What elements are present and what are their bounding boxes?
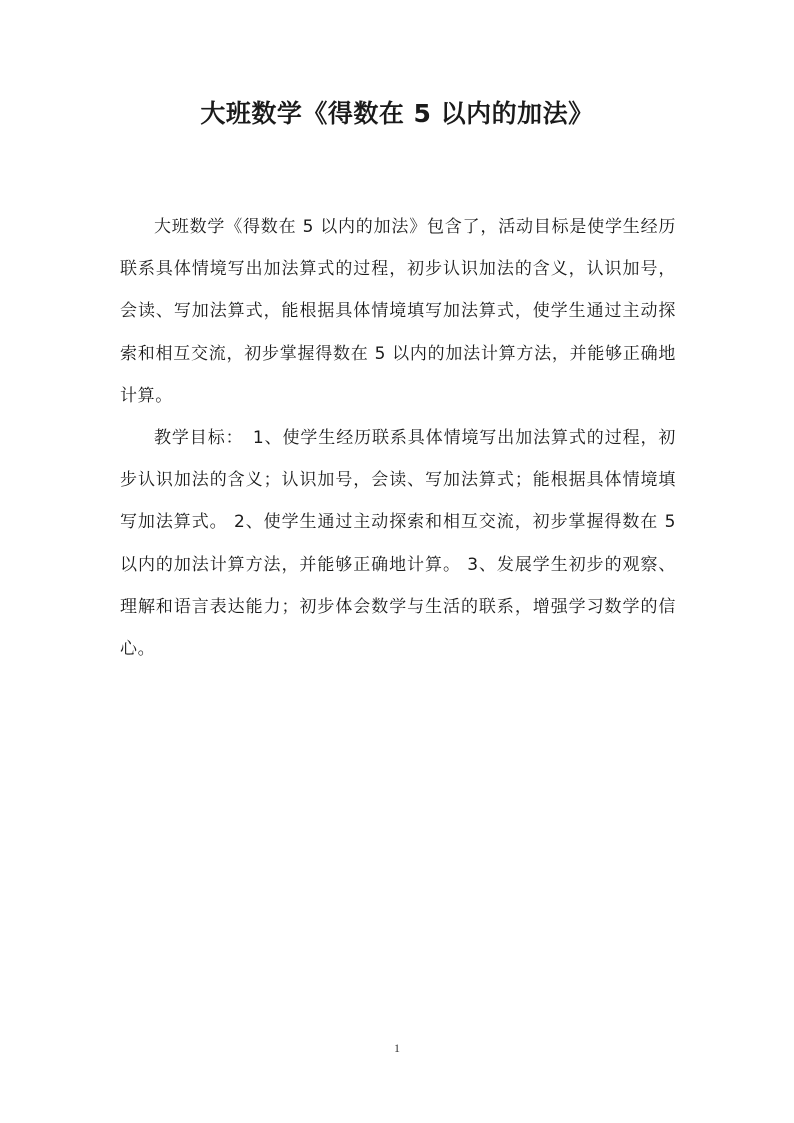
paragraph-intro: 大班数学《得数在 5 以内的加法》包含了，活动目标是使学生经历联系具体情境写出加法算式的过程，初步认识加法的含义，认识加号，会读、写加法算式，能根据具体情境填写加法算式，使学生通过主动探索和相互交流，初步掌握得数在 5 以内的加法计算方法，并能够正确地计算。 [120,217,676,406]
page-title: 大班数学《得数在 5 以内的加法》 [200,99,594,128]
document-body [120,206,676,670]
page-number: 1 [394,1041,400,1055]
paragraph-objectives: 教学目标： 1、使学生经历联系具体情境写出加法算式的过程，初步认识加法的含义；认识加号，会读、写加法算式；能根据具体情境填写加法算式。 2、使学生通过主动探索和相互交流，初步掌握得数在 5 以内的加法计算方法，并能够正确地计算。 3、发展学生初步的观察、理解和语言表达能力；初步体会数学与生活的联系，增强学习数学的信心。 [120,428,676,660]
